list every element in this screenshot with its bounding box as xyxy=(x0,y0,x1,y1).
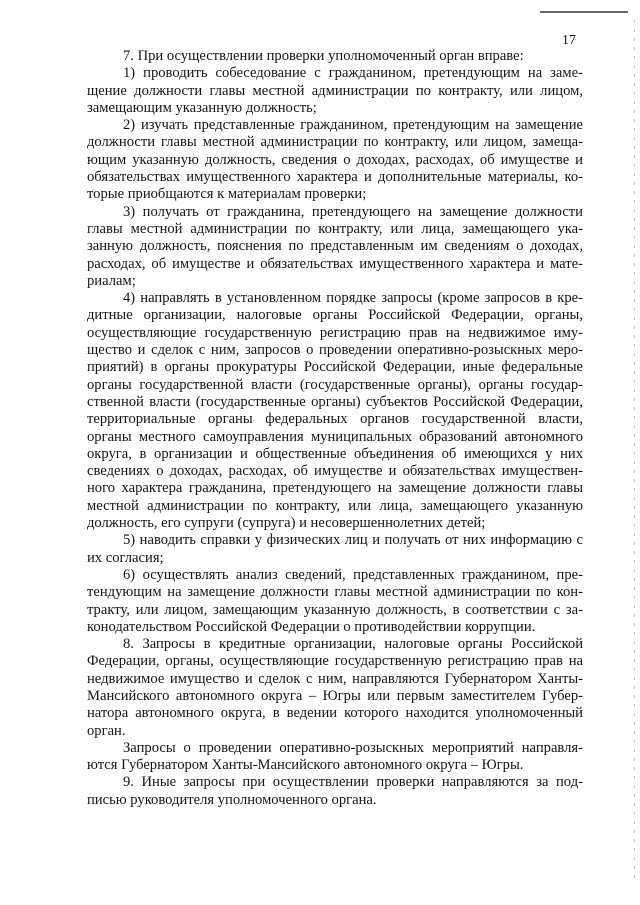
paragraph-section-8-requests: Запросы о проведении оперативно-розыскных мероприятий направляются Губернатором Ханты-Мансийского автономного округа – Югры. xyxy=(87,739,583,774)
document-body xyxy=(87,48,583,809)
paragraph-item-6: 6) осуществлять анализ сведений, представленных гражданином, претендующим на замещение должности главы местной администрации по контракту, или лицом, замещающим указанную должность, в соответствии с законодательством Российской Федерации о противодействии коррупции. xyxy=(87,566,583,635)
paragraph-section-9: 9. Иные запросы при осуществлении проверки направляются за подписью руководителя уполномоченного органа. xyxy=(87,774,583,808)
scan-edge xyxy=(634,20,635,880)
paragraph-item-4: 4) направлять в установленном порядке запросы (кроме запросов в кредитные организации, налоговые органы Российской Федерации, органы, осуществляющие государственную регистрацию прав на недвижимое имущество и сделок с ним, запросов о проведении оперативно-розыскных мероприятий) в органы прокуратуры Российской Федерации, иные федеральные органы государственной власти (государственные органы), органы государственной власти (государственные органы) субъектов Российской Федерации, территориальные органы федеральных органов государственной власти, органы местного самоуправления муниципальных образований автономного округа, в организации и общественные объединения об имеющихся у них сведениях о доходах, расходах, об имуществе и обязательствах имущественного характера гражданина, претендующего на замещение должности главы местной администрации по контракту, или лица, замещающего указанную должность, его супруги (супруга) и несовершеннолетних детей; xyxy=(87,290,583,532)
top-rule xyxy=(540,11,628,13)
page-number: 17 xyxy=(562,33,576,48)
paragraph-intro: 7. При осуществлении проверки уполномоченный орган вправе: xyxy=(123,48,524,64)
paragraph-item-2: 2) изучать представленные гражданином, претендующим на замещение должности главы местной администрации по контракту, или лицом, замещающим указанную должность, сведения о доходах, расходах, об имуществе и обязательствах имущественного характера и дополнительные материалы, которые приобщаются к материалам проверки; xyxy=(87,117,583,203)
paragraph-item-3: 3) получать от гражданина, претендующего на замещение должности главы местной администрации по контракту, или лица, замещающего указанную должность, пояснения по представленным им сведениям о доходах, расходах, об имуществе и обязательствах имущественного характера и материалам; xyxy=(87,203,583,289)
paragraph-item-5: 5) наводить справки у физических лиц и получать от них информацию с их согласия; xyxy=(87,532,583,566)
paragraph-section-8: 8. Запросы в кредитные организации, налоговые органы Российской Федерации, органы, осуществляющие государственную регистрацию прав на недвижимое имущество и сделок с ним, направляются Губернатором Ханты-Мансийского автономного округа – Югры или первым заместителем Губернатора автономного округа, в ведении которого находится уполномоченный орган. xyxy=(87,636,583,739)
paragraph-item-1: 1) проводить собеседование с гражданином, претендующим на замещение должности главы местной администрации по контракту, или лицом, замещающим указанную должность; xyxy=(87,65,583,116)
